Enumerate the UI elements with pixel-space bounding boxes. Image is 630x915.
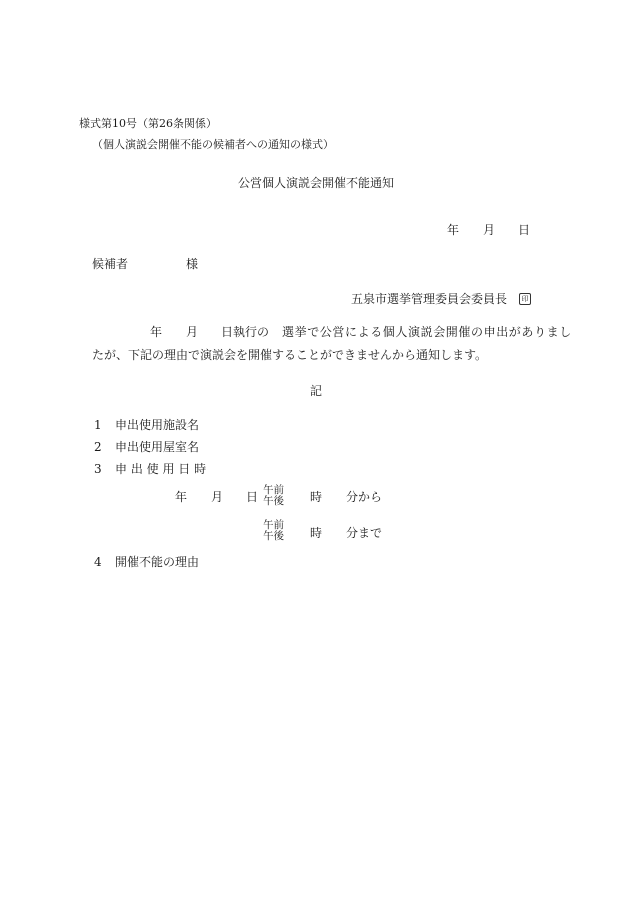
item-number: 4 [94, 555, 102, 569]
item-facility-name: 申出使用施設名 [115, 418, 200, 432]
from-month: 月 [211, 490, 224, 504]
from-ampm [263, 485, 284, 507]
from-day: 日 [246, 490, 259, 504]
body-year: 年 [150, 325, 163, 339]
form-subtitle: （個人演説会開催不能の候補者への通知の様式） [92, 138, 334, 151]
body-line2: たが、下記の理由で演説会を開催することができませんから通知します。 [92, 348, 488, 362]
item-reason: 開催不能の理由 [115, 555, 200, 569]
to-am-label: 午前 [263, 519, 284, 531]
from-am-label: 午前 [263, 484, 284, 496]
date-year: 年 [447, 223, 460, 237]
to-hour: 時 [310, 526, 323, 540]
date-day: 日 [518, 223, 531, 237]
form-number: 様式第10号（第26条関係） [79, 117, 217, 130]
body-line1: 選挙で公営による個人演説会開催の申出がありまし [282, 325, 572, 339]
to-pm-label: 午後 [263, 530, 284, 542]
body-day-text: 日執行の [221, 325, 270, 339]
from-hour: 時 [310, 490, 323, 504]
seal-mark: 印 [519, 293, 531, 305]
addressee-honorific: 様 [186, 257, 199, 271]
date-month: 月 [483, 223, 496, 237]
ki-marker: 記 [310, 384, 323, 398]
addressee-label: 候補者 [92, 257, 129, 271]
to-ampm [263, 520, 284, 542]
item-date-time: 申 出 使 用 日 時 [115, 462, 207, 476]
document-title: 公営個人演説会開催不能通知 [238, 176, 395, 190]
item-room-name: 申出使用屋室名 [115, 440, 200, 454]
to-minute: 分まで [346, 526, 383, 540]
item-number: 1 [94, 418, 102, 432]
sender-name: 五泉市選挙管理委員会委員長 [351, 292, 508, 306]
from-pm-label: 午後 [263, 495, 284, 507]
from-year: 年 [175, 490, 188, 504]
from-minute: 分から [346, 490, 383, 504]
item-number: 2 [94, 440, 102, 454]
body-month: 月 [186, 325, 199, 339]
item-number: 3 [94, 462, 102, 476]
